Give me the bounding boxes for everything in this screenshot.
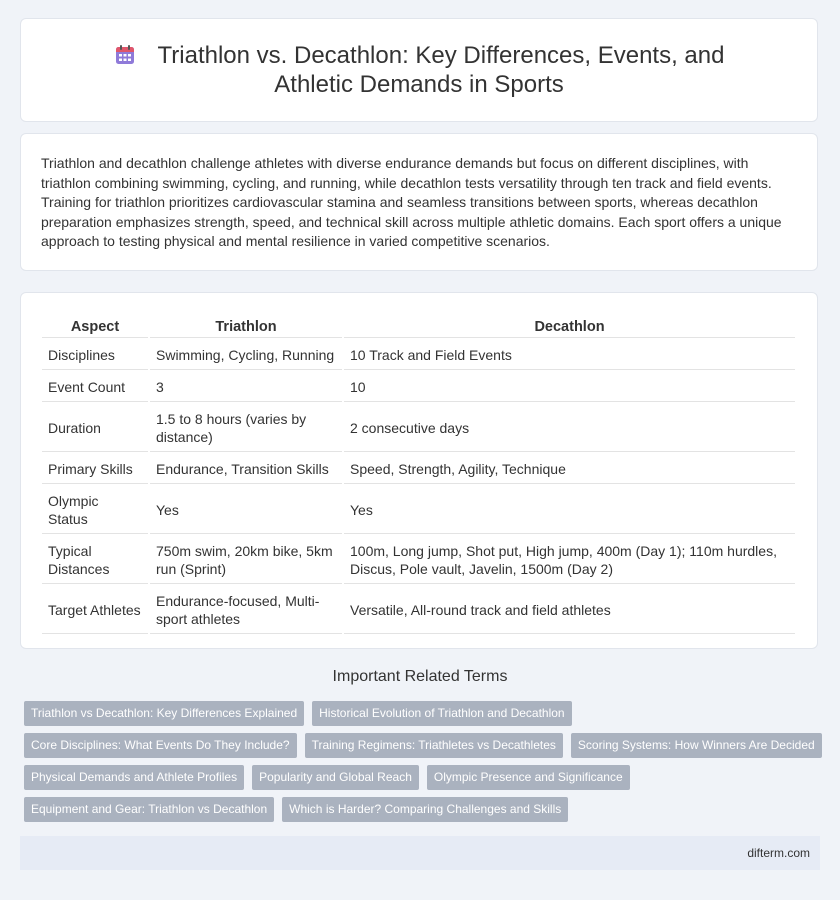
table-row bbox=[42, 372, 795, 402]
cell-triathlon: Endurance, Transition Skills bbox=[150, 454, 342, 484]
related-term-tag[interactable]: Physical Demands and Athlete Profiles bbox=[24, 765, 244, 790]
comparison-table bbox=[40, 313, 797, 636]
footer-site-link[interactable]: difterm.com bbox=[747, 846, 810, 860]
cell-aspect: Primary Skills bbox=[42, 454, 148, 484]
related-term-tag[interactable]: Triathlon vs Decathlon: Key Differences Explained bbox=[24, 701, 304, 726]
related-term-tag[interactable]: Olympic Presence and Significance bbox=[427, 765, 630, 790]
table-row bbox=[42, 536, 795, 584]
table-header-row bbox=[42, 315, 795, 338]
related-term-tag[interactable]: Which is Harder? Comparing Challenges and Skills bbox=[282, 797, 568, 822]
cell-aspect: Typical Distances bbox=[42, 536, 148, 584]
cell-triathlon: Yes bbox=[150, 486, 342, 534]
page-title bbox=[99, 41, 739, 99]
cell-decathlon: Yes bbox=[344, 486, 795, 534]
cell-aspect: Duration bbox=[42, 404, 148, 452]
comparison-card bbox=[20, 292, 818, 649]
cell-decathlon: 2 consecutive days bbox=[344, 404, 795, 452]
cell-aspect: Event Count bbox=[42, 372, 148, 402]
table-row bbox=[42, 404, 795, 452]
tag-row bbox=[24, 701, 824, 726]
related-term-tag[interactable]: Training Regimens: Triathletes vs Decathletes bbox=[305, 733, 563, 758]
title-card bbox=[20, 18, 818, 122]
cell-triathlon: 3 bbox=[150, 372, 342, 402]
related-term-tag[interactable]: Popularity and Global Reach bbox=[252, 765, 419, 790]
related-term-tag[interactable]: Historical Evolution of Triathlon and Decathlon bbox=[312, 701, 571, 726]
cell-triathlon: Swimming, Cycling, Running bbox=[150, 340, 342, 370]
cell-decathlon: 10 bbox=[344, 372, 795, 402]
intro-card bbox=[20, 133, 818, 271]
cell-decathlon: Versatile, All-round track and field athletes bbox=[344, 586, 795, 634]
cell-triathlon: 750m swim, 20km bike, 5km run (Sprint) bbox=[150, 536, 342, 584]
tag-row bbox=[24, 765, 824, 790]
cell-triathlon: 1.5 to 8 hours (varies by distance) bbox=[150, 404, 342, 452]
related-term-tag[interactable]: Core Disciplines: What Events Do They Include? bbox=[24, 733, 297, 758]
cell-triathlon: Endurance-focused, Multi-sport athletes bbox=[150, 586, 342, 634]
table-row bbox=[42, 454, 795, 484]
tag-row bbox=[24, 797, 824, 822]
header-aspect: Aspect bbox=[42, 315, 148, 338]
header-decathlon: Decathlon bbox=[344, 315, 795, 338]
related-term-tag[interactable]: Equipment and Gear: Triathlon vs Decathlon bbox=[24, 797, 274, 822]
table-row bbox=[42, 486, 795, 534]
related-terms-list bbox=[24, 701, 824, 829]
cell-aspect: Target Athletes bbox=[42, 586, 148, 634]
header-triathlon: Triathlon bbox=[150, 315, 342, 338]
cell-decathlon: 100m, Long jump, Shot put, High jump, 400m (Day 1); 110m hurdles, Discus, Pole vault, Javelin, 1500m (Day 2) bbox=[344, 536, 795, 584]
page-title-text: Triathlon vs. Decathlon: Key Differences, Events, and Athletic Demands in Sports bbox=[157, 42, 725, 98]
related-term-tag[interactable]: Scoring Systems: How Winners Are Decided bbox=[571, 733, 822, 758]
intro-paragraph: Triathlon and decathlon challenge athletes with diverse endurance demands but focus on different disciplines, with triathlon combining swimming, cycling, and running, while decathlon tests versatility through ten track and field events. Training for triathlon prioritizes cardiovascular stamina and seamless transitions between sports, whereas decathlon preparation emphasizes strength, speed, and technical skill across multiple athletic domains. Each sport offers a unique approach to testing physical and mental resilience in varied competitive scenarios. bbox=[41, 155, 782, 250]
table-row bbox=[42, 340, 795, 370]
related-terms-heading: Important Related Terms bbox=[332, 668, 508, 685]
calendar-icon bbox=[114, 44, 136, 66]
cell-aspect: Olympic Status bbox=[42, 486, 148, 534]
tag-row bbox=[24, 733, 824, 758]
cell-decathlon: Speed, Strength, Agility, Technique bbox=[344, 454, 795, 484]
cell-aspect: Disciplines bbox=[42, 340, 148, 370]
table-row bbox=[42, 586, 795, 634]
footer bbox=[20, 836, 820, 870]
cell-decathlon: 10 Track and Field Events bbox=[344, 340, 795, 370]
